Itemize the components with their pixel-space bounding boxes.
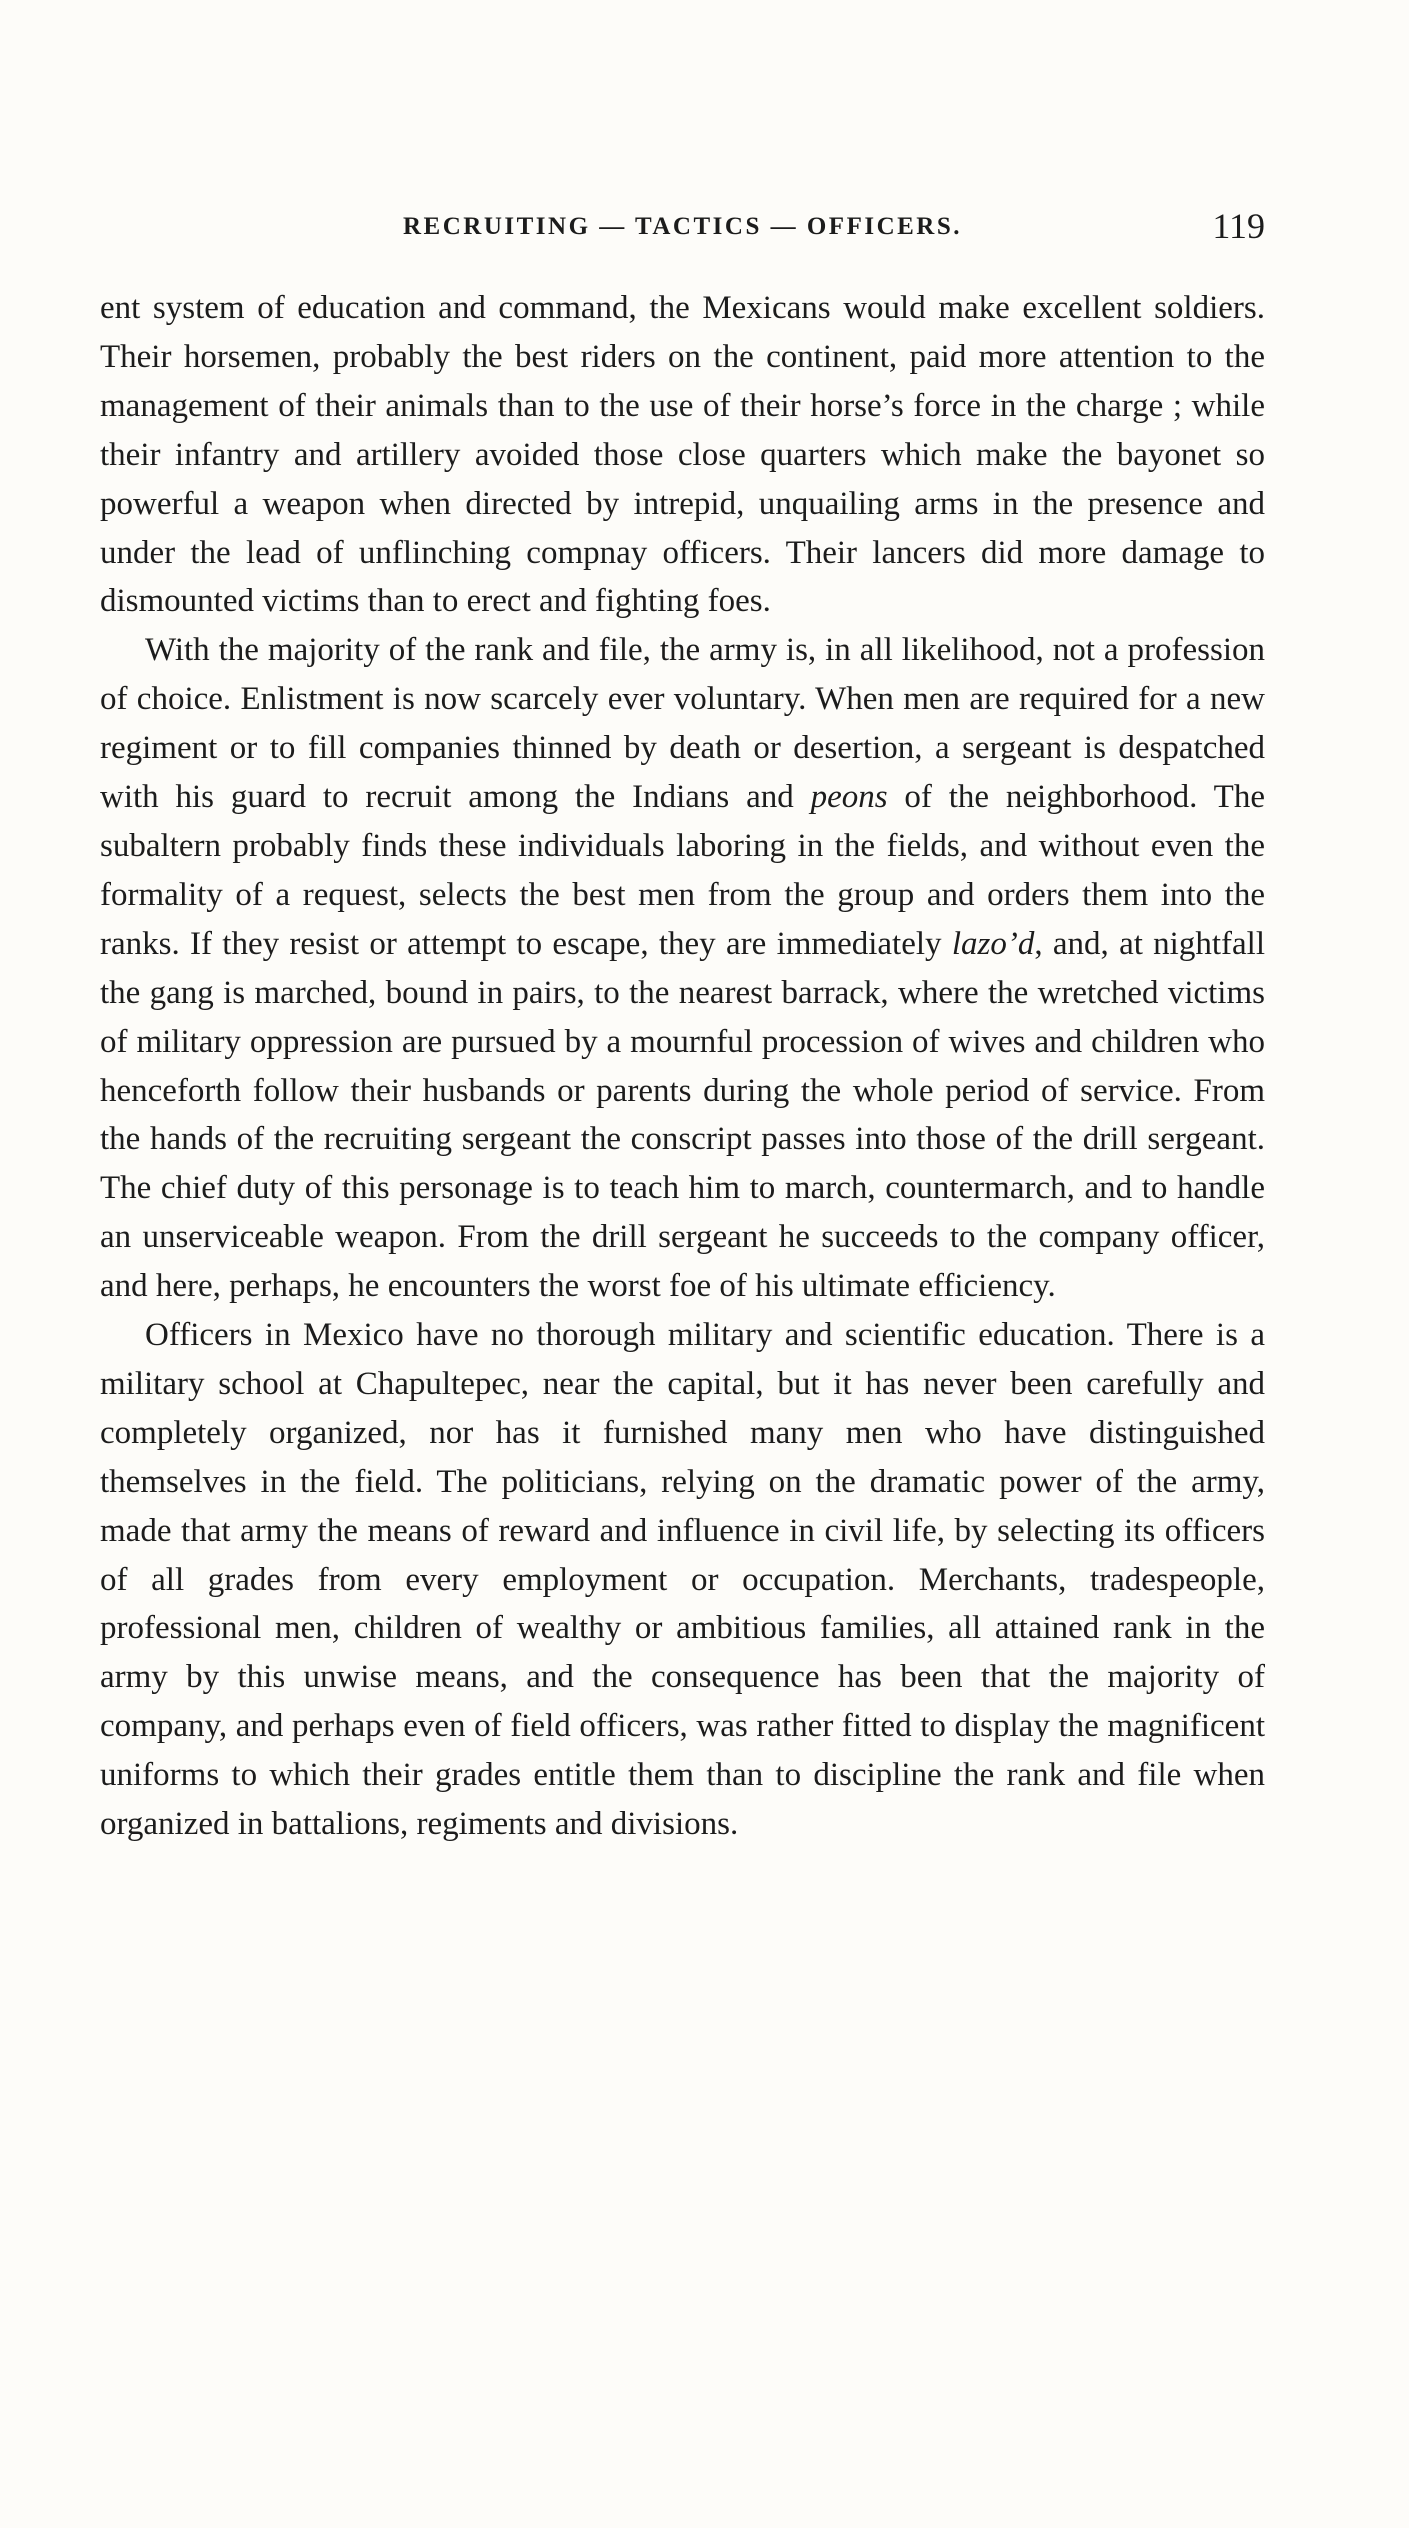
italic-peons: peons — [810, 779, 888, 816]
paragraph-2 — [100, 626, 1265, 1311]
paragraph-3: Officers in Mexico have no thorough military and scientific education. There is a military school at Chapultepec, near the capital, but it has never been carefully and completely organized, nor has it furnished many men who have distinguished themselves in the field. The politicians, relying on the dramatic power of the army, made that army the means of reward and influence in civil life, by selecting its officers of all grades from every employment or occupation. Merchants, tradespeople, professional men, children of wealthy or ambitious families, all attained rank in the army by this unwise means, and the consequence has been that the majority of company, and perhaps even of field officers, was rather fitted to display the magnificent uniforms to which their grades entitle them than to discipline the rank and file when organized in battalions, regiments and divisions. — [100, 1317, 1265, 1843]
body-text — [100, 284, 1265, 1849]
paragraph-2-text-a: With the majority of the rank and file, the army is, in all likelihood, not a profession of choice. Enlistment is now scarcely ever voluntary. When men are required for a new regiment or to fill companies thinned by death or desertion, a sergeant is despatched with his guard to recruit among the Indians and — [100, 632, 1265, 816]
paragraph-2-text-c: of the neighborhood. The subaltern probably finds these individuals laboring in the fields, and without even the formality of a request, selects the best men from the group and orders them into the ranks. If they resist or attempt to escape, they are immediately — [100, 779, 1265, 962]
paragraph-1: ent system of education and command, the Mexicans would make excellent soldiers. Their horsemen, probably the best riders on the continent, paid more attention to the management of their animals than to the use of their horse’s force in the charge ; while their infantry and artillery avoided those close quarters which make the bayonet so powerful a weapon when directed by intrepid, unquailing arms in the presence and under the lead of unflinching compnay officers. Their lancers did more damage to dismounted victims than to erect and fighting foes. — [100, 290, 1265, 620]
italic-lazod: lazo’d — [951, 925, 1035, 962]
running-title: RECRUITING — TACTICS — OFFICERS. — [402, 213, 963, 240]
page-number: 119 — [1212, 206, 1265, 246]
paragraph-2-text-e: , and, at nightfall the gang is marched, bound in pairs, to the nearest barrack, where the wretched victims of military oppression are pursued by a mournful procession of wives and children who henceforth follow their husbands or parents during the whole period of service. From the hands of the recruiting sergeant the conscript passes into those of the drill sergeant. The chief duty of this personage is to teach him to march, countermarch, and to handle an unserviceable weapon. From the drill sergeant he succeeds to the company officer, and here, perhaps, he encounters the worst foe of his ultimate efficiency. — [100, 925, 1265, 1305]
running-head — [100, 205, 1265, 265]
